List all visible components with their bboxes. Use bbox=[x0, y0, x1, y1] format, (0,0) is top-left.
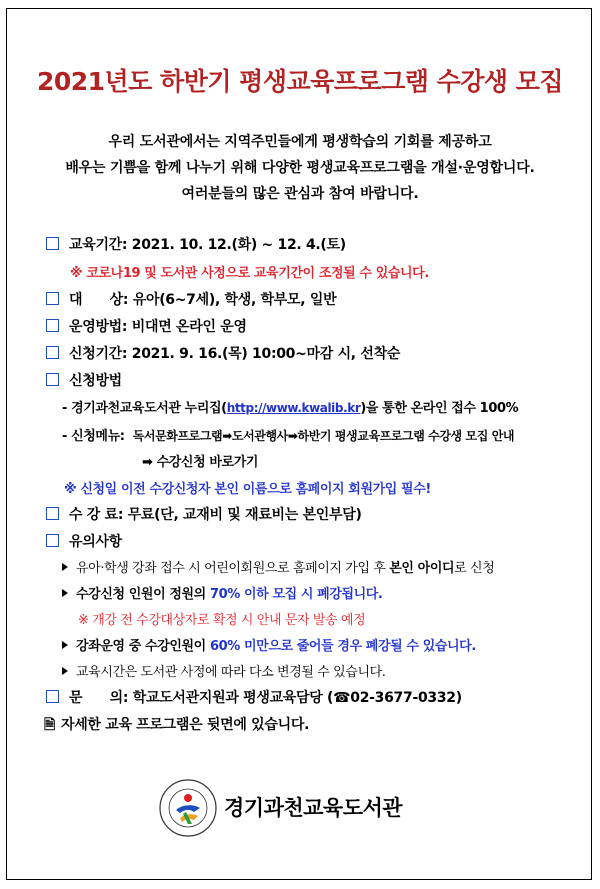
fee-text: 수 강 료: 무료(단, 교재비 및 재료비는 본인부담) bbox=[69, 507, 362, 523]
contact-text: 문 의: 학교도서관지원과 평생교육담당 (☎02-3677-0332) bbox=[69, 690, 462, 706]
library-logo bbox=[158, 778, 218, 838]
apply-menu-path-2: ➡ 수강신청 바로가기 bbox=[142, 455, 259, 470]
bullet-triangle-icon bbox=[62, 641, 68, 649]
note-item-2-highlight: 70% 이하 모집 시 폐강됩니다. bbox=[209, 587, 383, 602]
checkbox-icon bbox=[46, 534, 59, 547]
target-text: 대 상: 유아(6~7세), 학생, 학부모, 일반 bbox=[69, 292, 337, 308]
note-item-3-pre: 강좌운영 중 수강인원이 bbox=[76, 639, 210, 654]
note-item-3-highlight: 60% 미만으로 줄어들 경우 폐강될 수 있습니다. bbox=[209, 639, 476, 654]
note-item-3 bbox=[62, 635, 476, 654]
intro-line-3: 여러분들의 많은 관심과 참여 바랍니다. bbox=[181, 186, 419, 202]
period-note: ※ 코로나19 및 도서관 사정으로 교육기간이 조정될 수 있습니다. bbox=[70, 266, 429, 281]
apply-online-prefix: - 경기과천교육도서관 누리집( bbox=[62, 401, 227, 416]
checkbox-icon bbox=[46, 292, 59, 305]
method-text: 운영방법: 비대면 온라인 운영 bbox=[69, 319, 247, 335]
intro-line-1: 우리 도서관에서는 지역주민들에게 평생학습의 기회를 제공하고 bbox=[108, 134, 492, 150]
library-website-link[interactable]: http://www.kwalib.kr bbox=[226, 401, 361, 415]
note-item-4-text: 교육시간은 도서관 사정에 따라 다소 변경될 수 있습니다. bbox=[76, 665, 386, 680]
more-info-text: 자세한 교육 프로그램은 뒷면에 있습니다. bbox=[60, 717, 310, 733]
document-icon: 🗎 bbox=[44, 717, 55, 733]
checkbox-icon bbox=[46, 319, 59, 332]
checkbox-icon bbox=[46, 237, 59, 250]
apply-menu-label: - 신청메뉴: bbox=[62, 429, 125, 444]
checkbox-icon bbox=[46, 507, 59, 520]
checkbox-icon bbox=[46, 690, 59, 703]
apply-note-text: ※ 신청일 이전 수강신청자 본인 이름으로 홈페이지 회원가입 필수! bbox=[64, 482, 431, 497]
apply-note bbox=[64, 478, 431, 497]
bullet-triangle-icon bbox=[62, 563, 68, 571]
library-name: 경기과천교육도서관 bbox=[224, 796, 403, 820]
period-row bbox=[46, 234, 346, 254]
note-item-1-bold: 본인 아이디 bbox=[389, 561, 455, 576]
page-title: 2021년도 하반기 평생교육프로그램 수강생 모집 bbox=[36, 67, 564, 96]
note-item-4 bbox=[62, 661, 386, 680]
note-item-1-post: 로 신청 bbox=[454, 561, 495, 576]
contact-row bbox=[46, 687, 462, 707]
apply-menu-line bbox=[62, 425, 514, 444]
intro-line-2: 배우는 기쁨을 함께 나누기 위해 다양한 평생교육프로그램을 개설·운영합니다. bbox=[65, 160, 535, 176]
notes-heading: 유의사항 bbox=[69, 534, 122, 550]
note-item-1-pre: 유아·학생 강좌 접수 시 어린이회원으로 홈페이지 가입 후 bbox=[76, 561, 390, 576]
more-info-row bbox=[44, 714, 309, 738]
method-row bbox=[46, 316, 247, 336]
bullet-triangle-icon bbox=[62, 589, 68, 597]
note-item-2-pre: 수강신청 인원이 정원의 bbox=[76, 587, 210, 602]
apply-how-heading: 신청방법 bbox=[69, 373, 122, 389]
target-row bbox=[46, 289, 336, 309]
bullet-triangle-icon bbox=[62, 667, 68, 675]
fee-row bbox=[46, 504, 362, 524]
note-item-1 bbox=[62, 557, 494, 576]
apply-period-row bbox=[46, 343, 400, 363]
apply-menu-path: 독서문화프로그램➡도서관행사➡하반기 평생교육프로그램 수강생 모집 안내 bbox=[132, 429, 515, 443]
period-text: 교육기간: 2021. 10. 12.(화) ~ 12. 4.(토) bbox=[69, 237, 346, 253]
checkbox-icon bbox=[46, 346, 59, 359]
notes-row bbox=[46, 531, 122, 551]
note-item-2 bbox=[62, 583, 383, 602]
apply-online-suffix: )을 통한 온라인 접수 100% bbox=[360, 401, 519, 416]
apply-period-text: 신청기간: 2021. 9. 16.(목) 10:00~마감 시, 선착순 bbox=[69, 346, 401, 362]
note-item-2-note: ※ 개강 전 수강대상자로 확정 시 안내 문자 발송 예정 bbox=[78, 613, 366, 628]
apply-online-line bbox=[62, 397, 518, 416]
checkbox-icon bbox=[46, 373, 59, 386]
logo-head bbox=[184, 794, 192, 802]
apply-how-row bbox=[46, 370, 122, 390]
